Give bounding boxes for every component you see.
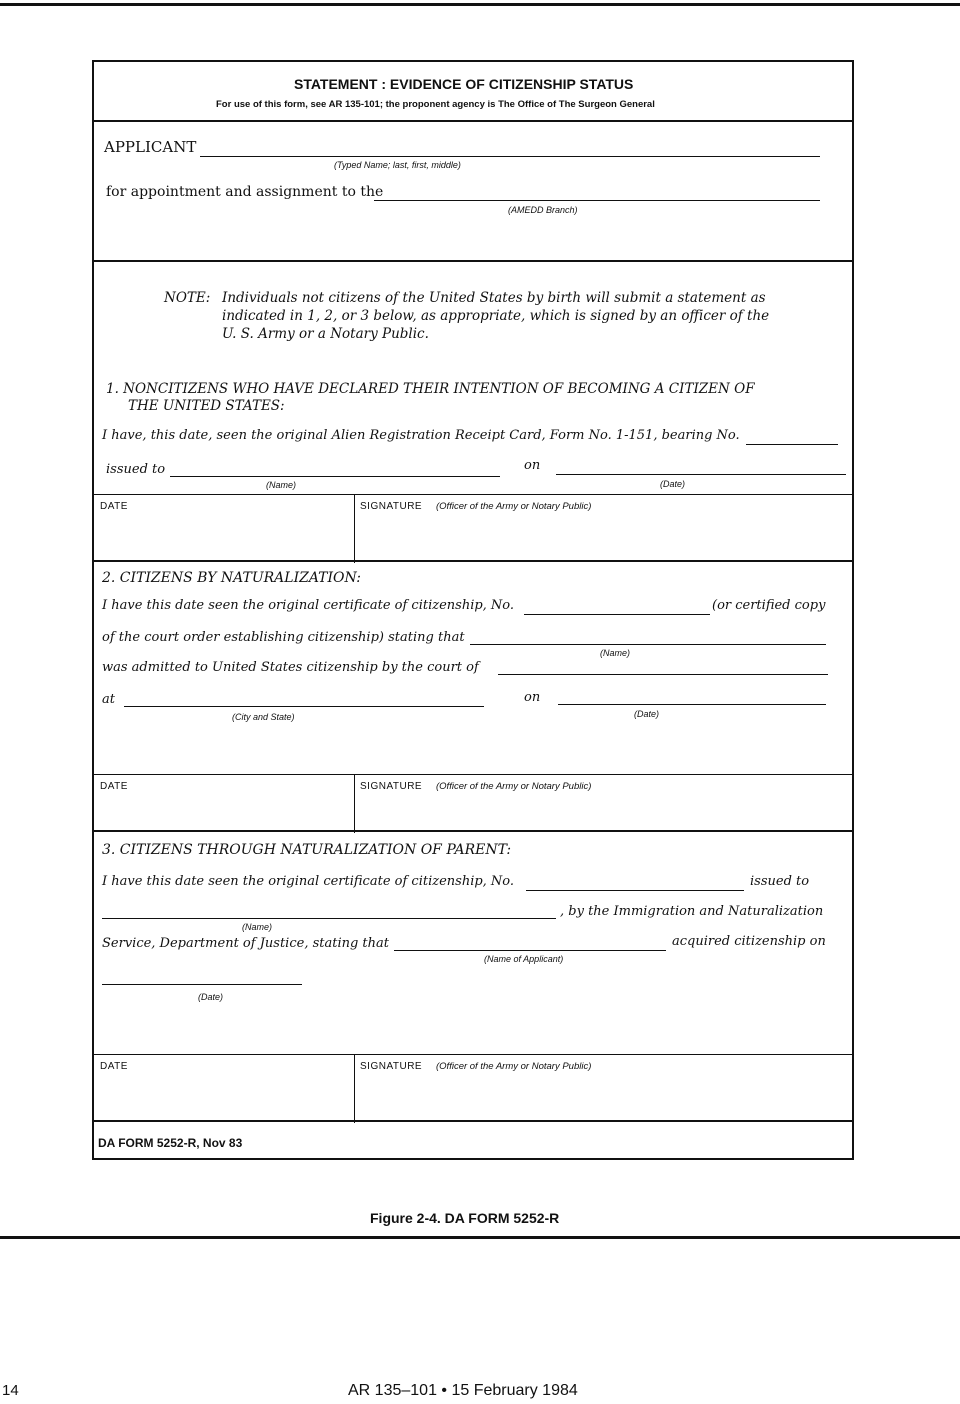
section2-on: on — [524, 690, 541, 705]
bottom-rule — [0, 1236, 960, 1239]
section3-line-3b: acquired citizenship on — [672, 934, 826, 949]
note-line-1: Individuals not citizens of the United States by birth will submit a statement as — [222, 290, 766, 306]
section2-certificate-number-field[interactable] — [524, 614, 710, 615]
section1-date-caption: (Date) — [660, 479, 686, 489]
section3 — [94, 830, 852, 1122]
section2-signature-divider — [354, 775, 355, 833]
section1-date-label: DATE — [100, 501, 128, 512]
applicant-label: APPLICANT — [104, 138, 197, 156]
section1-signature-divider — [354, 495, 355, 563]
section3-signature-row — [94, 1054, 852, 1123]
section3-signature-label: SIGNATURE — [360, 1061, 423, 1072]
section1-date-field[interactable] — [556, 474, 846, 475]
form-number: DA FORM 5252-R, Nov 83 — [98, 1136, 243, 1150]
note-line-3: U. S. Army or a Notary Public. — [222, 326, 429, 342]
section3-applicant-caption: (Name of Applicant) — [484, 954, 564, 964]
section2-date-label: DATE — [100, 781, 128, 792]
section2-city-field[interactable] — [124, 706, 484, 707]
section3-line-1a: I have this date seen the original certificate of citizenship, No. — [102, 874, 515, 889]
registration-number-field[interactable] — [746, 444, 838, 445]
section2-line-2: of the court order establishing citizenship) stating that — [102, 630, 465, 645]
section1-name-field[interactable] — [170, 476, 500, 477]
form-title: STATEMENT : EVIDENCE OF CITIZENSHIP STATUS — [294, 76, 634, 92]
section3-certificate-number-field[interactable] — [526, 890, 744, 891]
section3-applicant-field[interactable] — [394, 950, 666, 951]
section1-heading-1: 1. NONCITIZENS WHO HAVE DECLARED THEIR INTENTION OF BECOMING A CITIZEN OF — [106, 381, 755, 397]
section1-signature-caption: (Officer of the Army or Notary Public) — [436, 501, 592, 512]
section2-line-1a: I have this date seen the original certificate of citizenship, No. — [102, 598, 515, 613]
section3-date-field[interactable] — [102, 984, 302, 985]
section2-date-field[interactable] — [558, 704, 826, 705]
section2-signature-label: SIGNATURE — [360, 781, 423, 792]
note-section — [94, 260, 852, 562]
note-label: NOTE: — [164, 290, 211, 306]
section3-signature-divider — [354, 1055, 355, 1123]
note-line-2: indicated in 1, 2, or 3 below, as appropriate, which is signed by an officer of the — [222, 308, 770, 324]
section1-issued-to: issued to — [106, 462, 166, 477]
section1-statement: I have, this date, seen the original Alien Registration Receipt Card, Form No. 1-151, bearing No. — [102, 428, 740, 443]
section3-line-1b: issued to — [750, 874, 810, 889]
section3-date-label: DATE — [100, 1061, 128, 1072]
section2-line-1b: (or certified copy — [712, 598, 826, 613]
amedd-branch-caption: (AMEDD Branch) — [508, 205, 578, 215]
section2-signature-row — [94, 774, 852, 833]
section2-signature-caption: (Officer of the Army or Notary Public) — [436, 781, 592, 792]
section2-city-caption: (City and State) — [232, 712, 295, 722]
section2-at: at — [102, 692, 115, 707]
section2 — [94, 560, 852, 832]
applicant-section — [94, 120, 852, 262]
section3-line-2b: , by the Immigration and Naturalization — [560, 904, 824, 919]
figure-caption: Figure 2-4. DA FORM 5252-R — [370, 1210, 560, 1226]
section2-name-caption: (Name) — [600, 648, 631, 658]
section1-name-caption: (Name) — [266, 480, 297, 490]
da-form-5252-r — [92, 60, 854, 1160]
section2-heading: 2. CITIZENS BY NATURALIZATION: — [102, 570, 361, 586]
section2-line-3: was admitted to United States citizenship by the court of — [102, 660, 479, 675]
section2-date-caption: (Date) — [634, 709, 660, 719]
section1-heading-2: THE UNITED STATES: — [128, 398, 285, 414]
applicant-name-caption: (Typed Name; last, first, middle) — [334, 160, 461, 170]
section3-name-field[interactable] — [102, 918, 556, 919]
amedd-branch-field[interactable] — [374, 200, 820, 201]
page-number: 14 — [2, 1382, 19, 1399]
section3-line-3a: Service, Department of Justice, stating that — [102, 936, 390, 951]
form-subtitle: For use of this form, see AR 135-101; the proponent agency is The Office of The Surgeon General — [216, 99, 655, 110]
top-rule — [0, 3, 960, 6]
section3-signature-caption: (Officer of the Army or Notary Public) — [436, 1061, 592, 1072]
section1-signature-row — [94, 494, 852, 563]
form-number-section — [94, 1120, 852, 1162]
footer-document: AR 135–101 • 15 February 1984 — [348, 1382, 578, 1399]
applicant-name-field[interactable] — [200, 156, 820, 157]
section3-name-caption: (Name) — [242, 922, 273, 932]
section2-name-field[interactable] — [470, 644, 826, 645]
section1-signature-label: SIGNATURE — [360, 501, 423, 512]
appointment-text: for appointment and assignment to the — [106, 184, 384, 200]
section3-date-caption: (Date) — [198, 992, 224, 1002]
section2-court-field[interactable] — [498, 674, 828, 675]
section3-heading: 3. CITIZENS THROUGH NATURALIZATION OF PARENT: — [102, 842, 512, 858]
section1-on: on — [524, 458, 541, 473]
